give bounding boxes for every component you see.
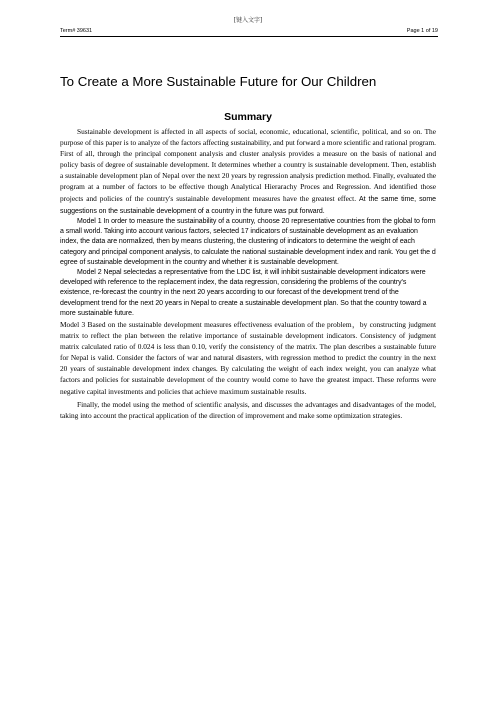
summary-paragraph-1 — [60, 126, 436, 217]
document-title: To Create a More Sustainable Future for Our Children — [60, 74, 377, 89]
paragraph-1-tail: At the same time, some suggestions on the sustainable development of a country in the future was put forward. — [60, 195, 436, 215]
page-number: Page 1 of 19 — [406, 28, 438, 34]
paragraph-1-main: Sustainable development is affected in all aspects of social, economic, educational, scientific, political, and so on. The purpose of this paper is to analyze of the factors affecting sustainability, and put forward a more scientific and rational program. First of all, through the principal component analysis and cluster analysis provides a measure on the basis of national and policy basis of degree of sustainable development. It determines whether a country is sustainable development. Then, establish a sustainable development plan of Nepal over the next 20 years by regression analysis prediction method. Finally, evaluated the program at a number of factors to be effective though Analytical Hierarachy Proces and Regression. And identified those projects and policies of the country's sustainable development measures have the greatest effect. — [60, 127, 436, 203]
summary-paragraph-model-1: Model 1 In order to measure the sustainability of a country, choose 20 representative countries from the global to form a small world. Taking into account various factors, selected 17 indicators of sustainable development as an evaluation index, the data are normalized, then by means clustering, the clustering of indicators to determine the weight of each category and principal component analysis, to calculate the national sustainable development index and rank. You get the d egree of sustainable development in the country and whether it is sustainable development. — [60, 217, 436, 266]
summary-body — [60, 126, 436, 421]
summary-paragraph-conclusion: Finally, the model using the method of scientific analysis, and discusses the advantages and disadvantages of the model, taking into account the practical application of the direction of improvement and make some optimization strategies. — [60, 399, 436, 420]
summary-heading: Summary — [224, 111, 272, 123]
page-header — [60, 26, 438, 37]
header-placeholder-text: [键入文字] — [233, 17, 263, 24]
summary-paragraph-model-3: Model 3 Based on the sustainable development measures effectiveness evaluation of the problem，by constructing judgment matrix to reflect the plan between the relative importance of sustainable development indicators. Consistency of judgment matrix calculated ratio of 0.024 is less than 0.10, verify the consistency of the matrix. The plan describes a sustainable future for Nepal is valid. Consider the factors of war and natural disasters, with regression method to predict the country in the next 20 years of sustainable development index changes. By calculating the weight of each index weight, you can analyze what factors and policies for sustainable development of the country would come to have the greatest impact. These reforms were negative capital investments and policies that achieve maximum sustainable results. — [60, 320, 436, 396]
summary-paragraph-model-2: Model 2 Nepal selectedas a representative from the LDC list, it will inhibit sustainable development indicators were developed with reference to the replacement index, the data regression, considering the problems of the country's existence, re-forecast the country in the next 20 years according to our forecast of the development trend of the development trend for the next 20 years in Nepal to create a sustainable development plan. So that the country toward a more sustainable future. — [60, 268, 427, 317]
term-number: Term# 39631 — [60, 28, 93, 34]
